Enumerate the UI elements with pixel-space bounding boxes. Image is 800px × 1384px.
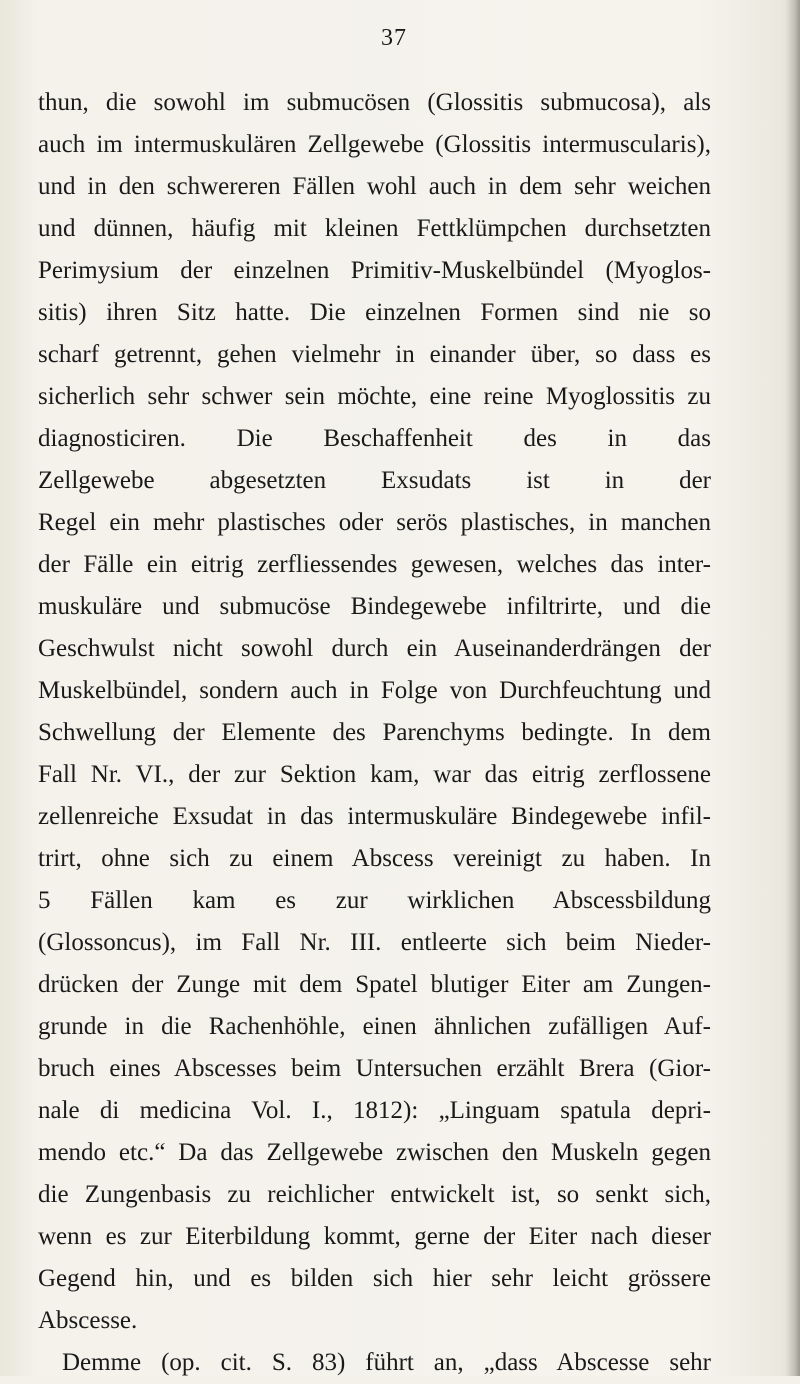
text-line: und dünnen, häufig mit kleinen Fettklümpchen durchsetzten xyxy=(38,215,711,242)
text-line: und in den schwereren Fällen wohl auch in dem sehr weichen xyxy=(38,173,711,200)
text-line: wenn es zur Eiterbildung kommt, gerne der Eiter nach dieser xyxy=(38,1223,711,1250)
text-line: grunde in die Rachenhöhle, einen ähnlichen zufälligen Auf- xyxy=(38,1013,711,1040)
text-line: thun, die sowohl im submucösen (Glossitis submucosa), als xyxy=(38,89,711,116)
text-line: scharf getrennt, gehen vielmehr in einander über, so dass es xyxy=(38,341,711,368)
text-line: drücken der Zunge mit dem Spatel blutiger Eiter am Zungen- xyxy=(38,971,711,998)
text-line: Fall Nr. VI., der zur Sektion kam, war das eitrig zerflossene xyxy=(38,761,711,788)
text-line: Perimysium der einzelnen Primitiv-Muskelbündel (Myoglos- xyxy=(38,257,711,284)
text-line: Schwellung der Elemente des Parenchyms bedingte. In dem xyxy=(38,719,711,746)
text-line: Regel ein mehr plastisches oder serös plastisches, in manchen xyxy=(38,509,711,536)
text-line: Gegend hin, und es bilden sich hier sehr leicht grössere xyxy=(38,1265,711,1292)
text-line: sitis) ihren Sitz hatte. Die einzelnen Formen sind nie so xyxy=(38,299,711,326)
text-line: Geschwulst nicht sowohl durch ein Auseinanderdrängen der xyxy=(38,635,711,662)
text-line: der Fälle ein eitrig zerfliessendes gewesen, welches das inter- xyxy=(38,551,711,578)
text-line: Zellgewebe abgesetzten Exsudats ist in der xyxy=(38,467,711,494)
text-line: auch im intermuskulären Zellgewebe (Glossitis intermuscularis), xyxy=(38,131,711,158)
text-line: mendo etc.“ Da das Zellgewebe zwischen den Muskeln gegen xyxy=(38,1139,711,1166)
text-line: Demme (op. cit. S. 83) führt an, „dass Abscesse sehr xyxy=(62,1349,711,1376)
text-line: diagnosticiren. Die Beschaffenheit des in das xyxy=(38,425,711,452)
text-line: Abscesse. xyxy=(38,1307,138,1334)
page-edge-shadow xyxy=(786,0,800,1376)
text-line: (Glossoncus), im Fall Nr. III. entleerte sich beim Nieder- xyxy=(38,929,711,956)
text-line: 5 Fällen kam es zur wirklichen Abscessbildung xyxy=(38,887,711,914)
text-line: trirt, ohne sich zu einem Abscess vereinigt zu haben. In xyxy=(38,845,711,872)
text-line: Muskelbündel, sondern auch in Folge von Durchfeuchtung und xyxy=(38,677,711,704)
body-text xyxy=(38,82,711,1384)
text-line: bruch eines Abscesses beim Untersuchen erzählt Brera (Gior- xyxy=(38,1055,711,1082)
text-line: die Zungenbasis zu reichlicher entwickelt ist, so senkt sich, xyxy=(38,1181,711,1208)
text-line: nale di medicina Vol. I., 1812): „Linguam spatula depri- xyxy=(38,1097,711,1124)
text-line: zellenreiche Exsudat in das intermuskuläre Bindegewebe infil- xyxy=(38,803,711,830)
page-number: 37 xyxy=(381,25,407,51)
text-line: sicherlich sehr schwer sein möchte, eine reine Myoglossitis zu xyxy=(38,383,711,410)
text-line: muskuläre und submucöse Bindegewebe infiltrirte, und die xyxy=(38,593,711,620)
